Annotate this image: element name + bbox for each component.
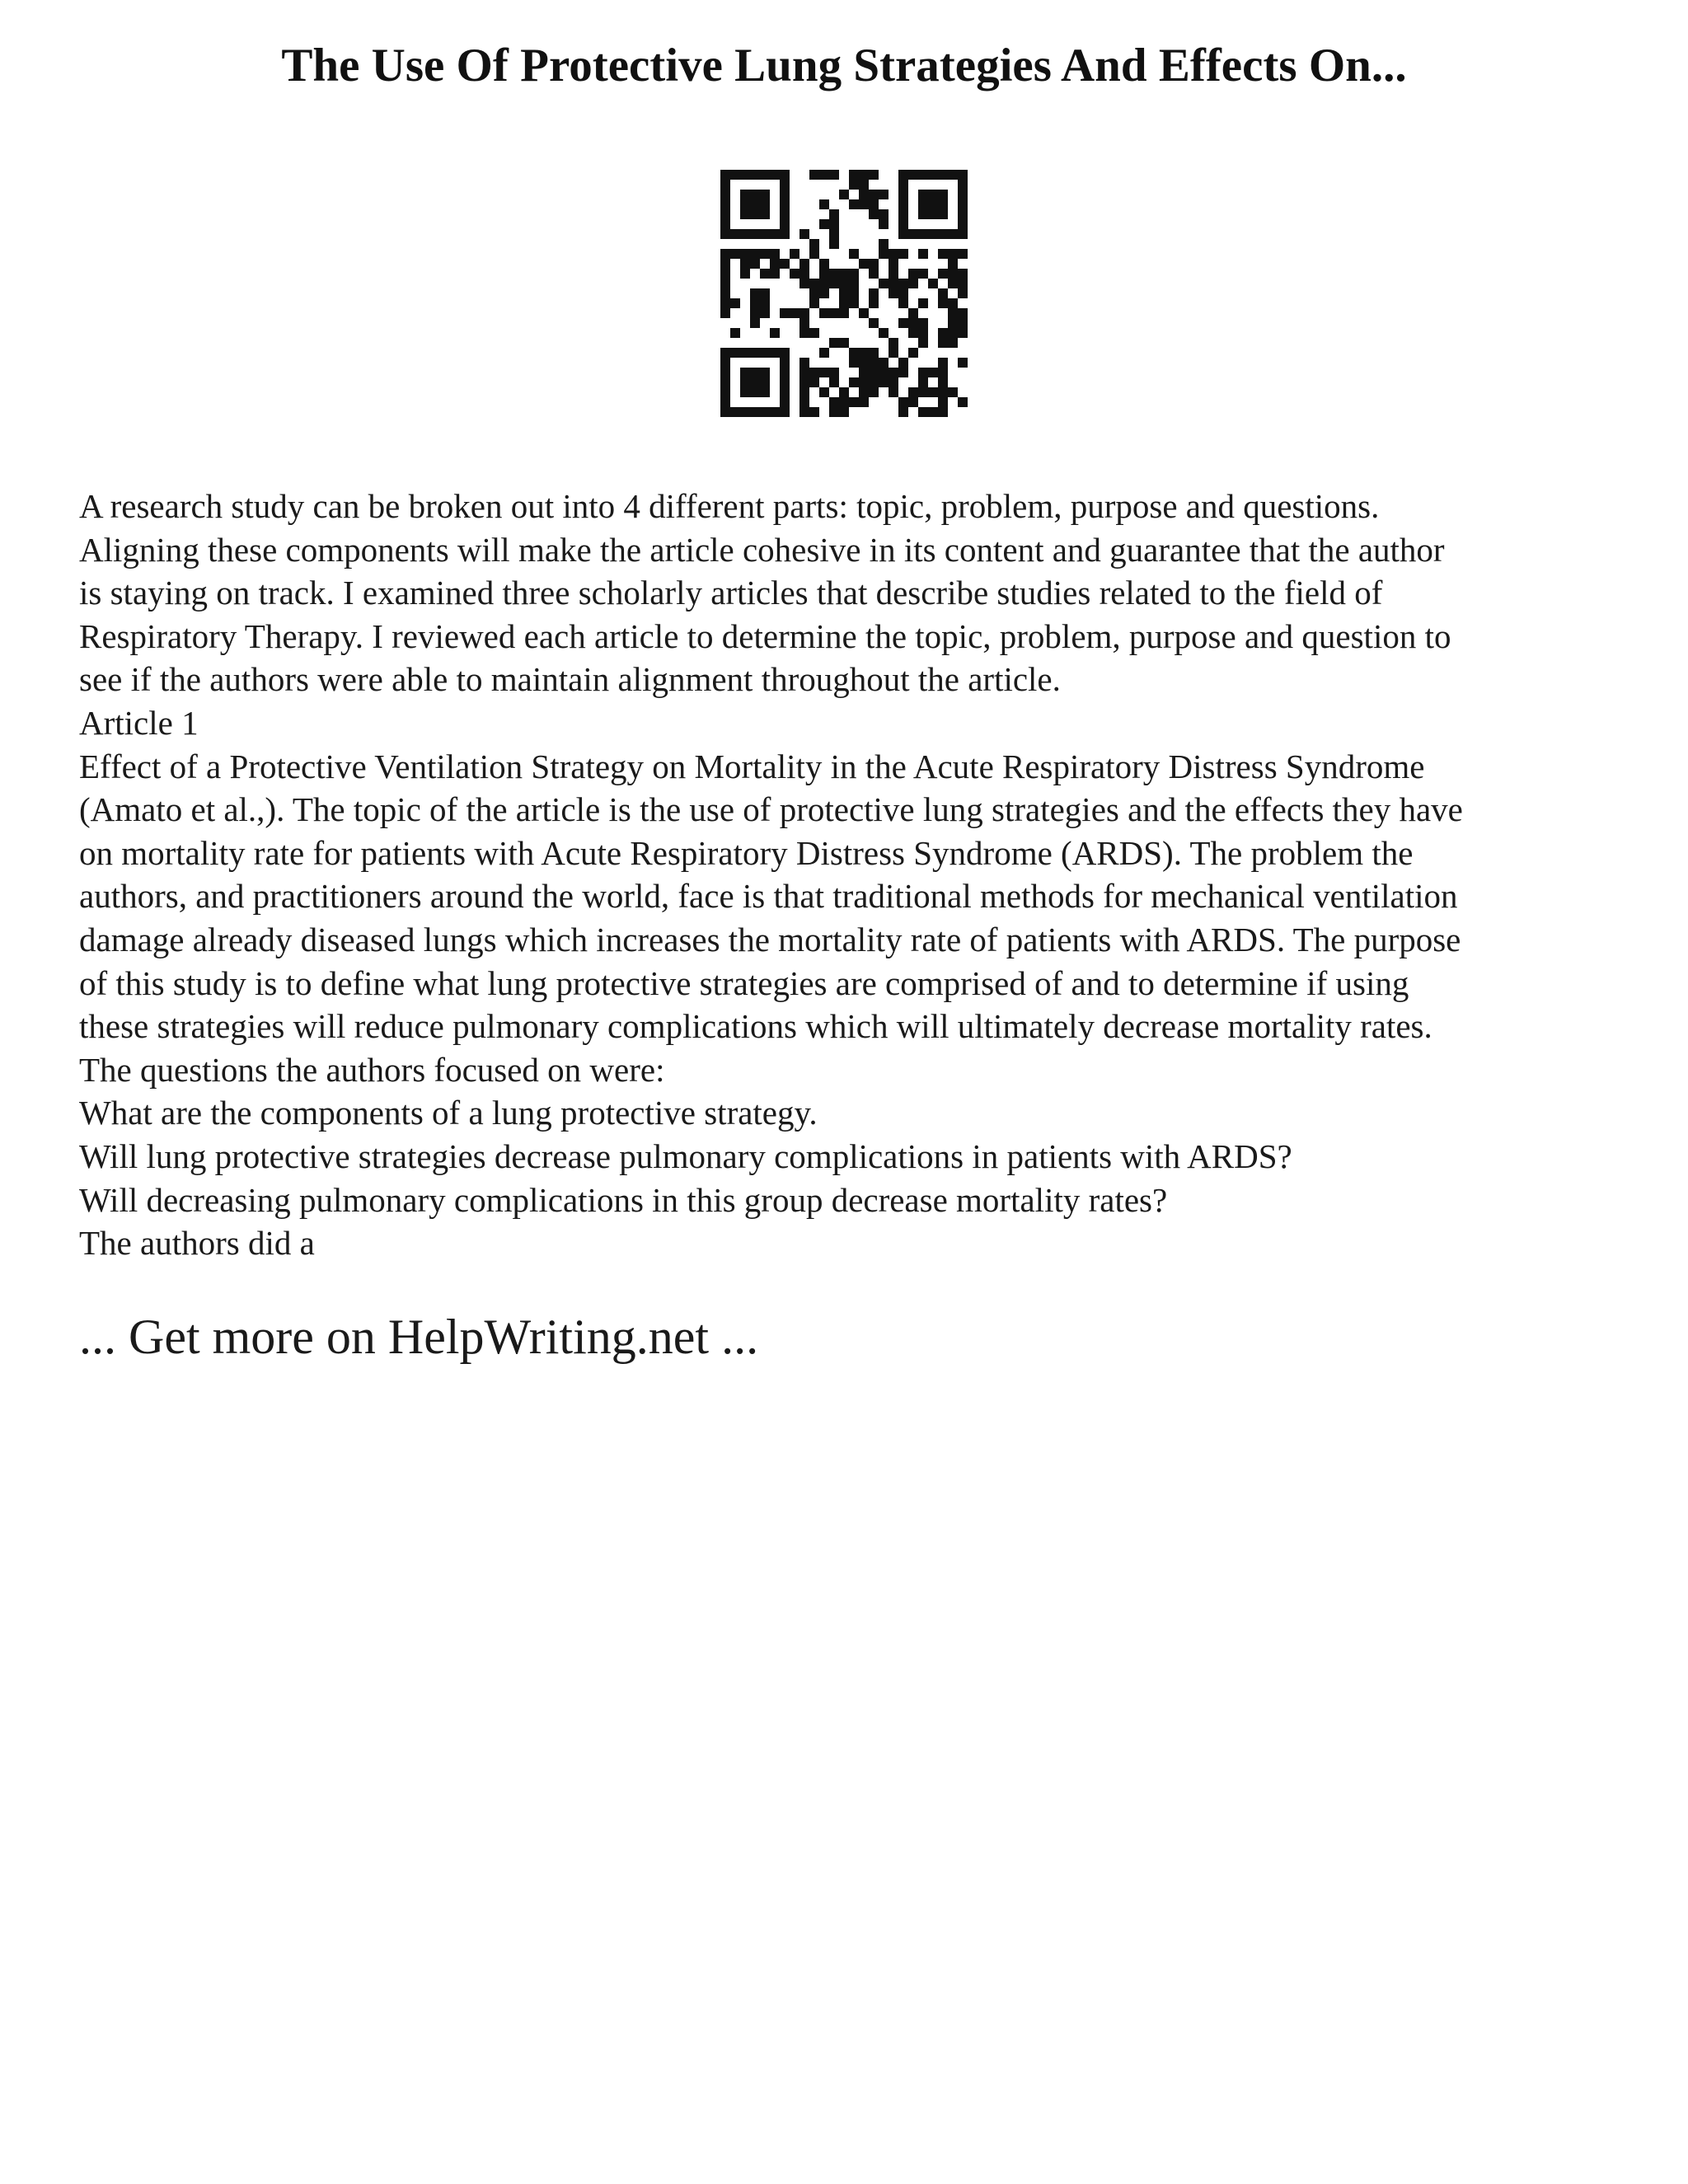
qr-module — [879, 358, 889, 368]
qr-module — [809, 279, 819, 288]
qr-module — [819, 219, 829, 229]
qr-module — [948, 387, 958, 397]
qr-module — [839, 298, 849, 308]
qr-module — [829, 308, 839, 318]
qr-module — [859, 199, 869, 209]
qr-module — [809, 328, 819, 338]
qr-module — [859, 190, 869, 199]
qr-module — [918, 407, 928, 417]
qr-module — [948, 259, 958, 269]
qr-module — [819, 199, 829, 209]
qr-module — [829, 368, 839, 377]
qr-module — [829, 338, 839, 348]
qr-module — [958, 279, 968, 288]
qr-module — [740, 259, 750, 269]
qr-module — [938, 298, 948, 308]
qr-module — [879, 219, 889, 229]
qr-module — [750, 308, 760, 318]
qr-module — [908, 397, 918, 407]
qr-module — [898, 397, 908, 407]
qr-module — [948, 308, 958, 318]
qr-module — [799, 397, 809, 407]
qr-module — [859, 397, 869, 407]
qr-module — [898, 298, 908, 308]
qr-module — [948, 338, 958, 348]
qr-module — [879, 279, 889, 288]
qr-module — [898, 279, 908, 288]
qr-module — [829, 407, 839, 417]
qr-module — [849, 298, 859, 308]
qr-module — [829, 279, 839, 288]
qr-module — [859, 308, 869, 318]
qr-module — [839, 288, 849, 298]
qr-module — [928, 368, 938, 377]
qr-module — [780, 308, 790, 318]
qr-module — [859, 348, 869, 358]
question-line: Will decreasing pulmonary complications in this group decrease mortality rates? — [79, 1180, 1168, 1219]
qr-module — [889, 288, 898, 298]
qr-module — [760, 308, 770, 318]
qr-module — [869, 318, 879, 328]
qr-module — [918, 269, 928, 279]
qr-module — [819, 308, 829, 318]
qr-module — [938, 328, 948, 338]
qr-module — [819, 170, 829, 180]
qr-module — [819, 259, 829, 269]
qr-module — [819, 269, 829, 279]
qr-module — [898, 358, 908, 368]
qr-module — [849, 269, 859, 279]
article-body — [79, 485, 1629, 1265]
qr-module — [849, 279, 859, 288]
qr-module — [799, 387, 809, 397]
qr-module — [770, 269, 780, 279]
qr-module — [799, 318, 809, 328]
qr-module — [819, 368, 829, 377]
qr-module — [918, 387, 928, 397]
qr-module — [928, 407, 938, 417]
qr-module — [908, 279, 918, 288]
qr-module — [809, 298, 819, 308]
qr-module — [829, 269, 839, 279]
qr-module — [839, 397, 849, 407]
qr-module — [859, 377, 869, 387]
body-line: is staying on track. I examined three scholarly articles that describe studies related to the field of — [79, 574, 1383, 612]
qr-module — [958, 269, 968, 279]
qr-module — [958, 318, 968, 328]
qr-module — [849, 377, 859, 387]
qr-module — [839, 190, 849, 199]
qr-module — [760, 249, 770, 259]
qr-module — [829, 377, 839, 387]
qr-module — [889, 368, 898, 377]
qr-module — [809, 170, 819, 180]
qr-module — [938, 397, 948, 407]
qr-module — [898, 288, 908, 298]
qr-module — [948, 328, 958, 338]
qr-code-icon — [720, 170, 968, 417]
qr-module — [869, 199, 879, 209]
body-line: Effect of a Protective Ventilation Strategy on Mortality in the Acute Respiratory Distress Syndrome — [79, 747, 1425, 785]
qr-module — [849, 397, 859, 407]
qr-module — [809, 377, 819, 387]
qr-module — [740, 249, 750, 259]
qr-module — [869, 269, 879, 279]
qr-module — [790, 269, 799, 279]
qr-module — [770, 328, 780, 338]
qr-module — [829, 209, 839, 219]
qr-module — [750, 298, 760, 308]
qr-module — [958, 308, 968, 318]
qr-module — [948, 298, 958, 308]
qr-module — [849, 180, 859, 190]
qr-module — [859, 358, 869, 368]
body-line: Aligning these components will make the article cohesive in its content and guarantee that the author — [79, 530, 1445, 569]
qr-module — [938, 368, 948, 377]
qr-module — [720, 308, 730, 318]
qr-module — [819, 348, 829, 358]
qr-module — [879, 377, 889, 387]
qr-module — [720, 259, 730, 269]
qr-module — [770, 259, 780, 269]
page-title: The Use Of Protective Lung Strategies And Effects On... — [281, 40, 1407, 91]
qr-module — [869, 209, 879, 219]
qr-module — [869, 170, 879, 180]
qr-module — [948, 318, 958, 328]
qr-module — [908, 348, 918, 358]
qr-module — [750, 249, 760, 259]
qr-module — [938, 288, 948, 298]
qr-module — [938, 377, 948, 387]
qr-module — [809, 407, 819, 417]
qr-module — [879, 328, 889, 338]
qr-module — [849, 348, 859, 358]
qr-module — [869, 288, 879, 298]
qr-module — [809, 239, 819, 249]
qr-code-graphic — [720, 170, 968, 417]
qr-module — [948, 269, 958, 279]
qr-module — [958, 288, 968, 298]
qr-module — [799, 377, 809, 387]
body-line: these strategies will reduce pulmonary complications which will ultimately decrease mortality rates. — [79, 1007, 1432, 1046]
qr-module — [908, 269, 918, 279]
qr-module — [918, 328, 928, 338]
qr-module — [908, 387, 918, 397]
qr-module — [819, 279, 829, 288]
qr-module — [908, 328, 918, 338]
qr-module — [938, 407, 948, 417]
qr-module — [839, 269, 849, 279]
qr-module — [809, 288, 819, 298]
qr-module — [849, 170, 859, 180]
qr-module — [889, 269, 898, 279]
qr-module — [958, 358, 968, 368]
qr-module — [869, 298, 879, 308]
qr-module — [948, 249, 958, 259]
body-line: The questions the authors focused on were: — [79, 1050, 665, 1089]
qr-module — [958, 328, 968, 338]
qr-module — [760, 298, 770, 308]
qr-module — [889, 377, 898, 387]
body-line: on mortality rate for patients with Acute Respiratory Distress Syndrome (ARDS). The problem the — [79, 833, 1414, 872]
question-line: Will lung protective strategies decrease pulmonary complications in patients with ARDS? — [79, 1137, 1292, 1175]
qr-module — [740, 368, 770, 397]
qr-module — [799, 308, 809, 318]
qr-module — [859, 368, 869, 377]
qr-module — [918, 249, 928, 259]
qr-module — [869, 387, 879, 397]
qr-module — [898, 318, 908, 328]
qr-module — [799, 368, 809, 377]
qr-module — [898, 407, 908, 417]
qr-module — [829, 170, 839, 180]
qr-module — [770, 249, 780, 259]
qr-module — [908, 308, 918, 318]
qr-module — [829, 229, 839, 239]
qr-module — [829, 239, 839, 249]
qr-module — [898, 368, 908, 377]
qr-module — [928, 279, 938, 288]
qr-module — [879, 190, 889, 199]
qr-module — [799, 259, 809, 269]
qr-module — [780, 259, 790, 269]
qr-module — [869, 368, 879, 377]
body-line: see if the authors were able to maintain alignment throughout the article. — [79, 660, 1061, 699]
qr-module — [889, 279, 898, 288]
article-heading: Article 1 — [79, 703, 199, 742]
qr-module — [859, 387, 869, 397]
qr-module — [859, 259, 869, 269]
get-more-link[interactable]: ... Get more on HelpWriting.net ... — [79, 1310, 759, 1364]
qr-module — [720, 269, 730, 279]
qr-module — [889, 249, 898, 259]
qr-module — [740, 190, 770, 219]
qr-module — [790, 308, 799, 318]
body-line: authors, and practitioners around the world, face is that traditional methods for mechanical ventilation — [79, 877, 1458, 916]
qr-module — [918, 377, 928, 387]
qr-module — [720, 288, 730, 298]
qr-module — [720, 298, 730, 308]
qr-module — [760, 269, 770, 279]
qr-module — [938, 338, 948, 348]
qr-module — [799, 269, 809, 279]
qr-module — [730, 328, 740, 338]
qr-module — [819, 288, 829, 298]
qr-module — [849, 358, 859, 368]
qr-module — [730, 249, 740, 259]
qr-module — [859, 170, 869, 180]
qr-module — [859, 180, 869, 190]
qr-module — [750, 259, 760, 269]
qr-module — [839, 407, 849, 417]
qr-module — [938, 387, 948, 397]
qr-module — [889, 348, 898, 358]
qr-module — [750, 318, 760, 328]
body-line: The authors did a — [79, 1224, 315, 1263]
body-line: A research study can be broken out into 4 different parts: topic, problem, purpose and questions. — [79, 487, 1380, 525]
qr-module — [879, 368, 889, 377]
qr-module — [799, 328, 809, 338]
body-line: of this study is to define what lung protective strategies are comprised of and to determine if using — [79, 963, 1409, 1002]
qr-module — [809, 249, 819, 259]
qr-module — [918, 368, 928, 377]
qr-module — [869, 358, 879, 368]
qr-module — [898, 249, 908, 259]
qr-module — [889, 338, 898, 348]
qr-module — [720, 279, 730, 288]
body-line: (Amato et al.,). The topic of the article is the use of protective lung strategies and the effects they have — [79, 790, 1463, 829]
qr-module — [760, 288, 770, 298]
qr-module — [849, 199, 859, 209]
qr-module — [948, 279, 958, 288]
qr-module — [809, 368, 819, 377]
qr-module — [720, 249, 730, 259]
qr-module — [839, 279, 849, 288]
qr-module — [869, 259, 879, 269]
qr-module — [829, 397, 839, 407]
qr-module — [730, 298, 740, 308]
qr-module — [938, 269, 948, 279]
qr-module — [819, 387, 829, 397]
qr-module — [849, 288, 859, 298]
question-line: What are the components of a lung protective strategy. — [79, 1094, 818, 1132]
qr-module — [938, 249, 948, 259]
qr-module — [799, 229, 809, 239]
qr-module — [869, 190, 879, 199]
qr-module — [799, 279, 809, 288]
qr-module — [750, 288, 760, 298]
qr-module — [869, 377, 879, 387]
qr-module — [799, 407, 809, 417]
qr-module — [889, 387, 898, 397]
body-line: damage already diseased lungs which increases the mortality rate of patients with ARDS. The purpose — [79, 920, 1461, 958]
body-line: Respiratory Therapy. I reviewed each article to determine the topic, problem, purpose and question to — [79, 616, 1451, 655]
qr-module — [958, 397, 968, 407]
qr-module — [928, 387, 938, 397]
qr-module — [799, 358, 809, 368]
qr-module — [918, 298, 928, 308]
qr-module — [918, 338, 928, 348]
qr-module — [879, 249, 889, 259]
qr-module — [958, 249, 968, 259]
qr-module — [918, 190, 948, 219]
qr-module — [938, 358, 948, 368]
qr-module — [790, 249, 799, 259]
qr-module — [829, 219, 839, 229]
qr-module — [879, 239, 889, 249]
qr-module — [740, 269, 750, 279]
qr-module — [879, 209, 889, 219]
qr-module — [908, 318, 918, 328]
qr-module — [839, 308, 849, 318]
qr-module — [918, 318, 928, 328]
qr-module — [839, 387, 849, 397]
qr-module — [849, 249, 859, 259]
qr-module — [839, 338, 849, 348]
qr-module — [889, 259, 898, 269]
qr-module — [869, 348, 879, 358]
